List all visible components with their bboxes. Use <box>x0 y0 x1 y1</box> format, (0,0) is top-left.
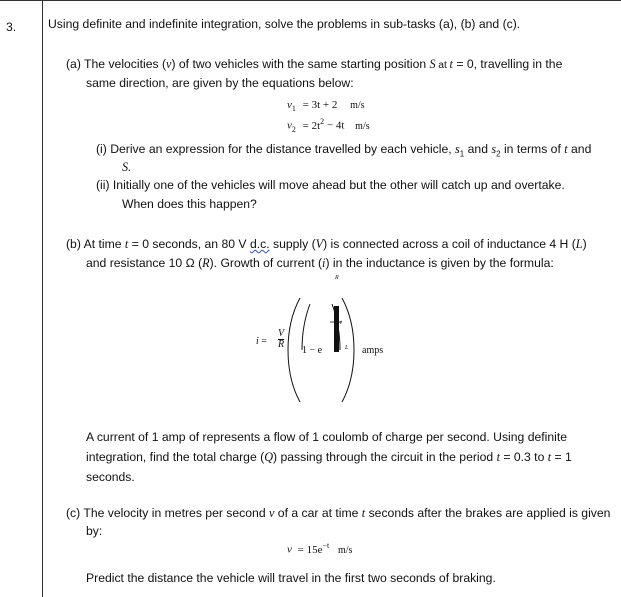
part-c-line2: by: <box>86 524 103 538</box>
formula-fraction: $\frac{V}{R}$ <box>278 328 285 350</box>
formula-exp-R: R <box>335 275 339 281</box>
intro-text: Using definite and indefinite integration, solve the problems in sub-tasks (a), (b) and (c). <box>48 17 521 31</box>
part-b-para-line1: A current of 1 amp of represents a flow of 1 coulomb of charge per second. Using definite <box>86 430 567 444</box>
equation-v1: $v_1 = 3t + 2$ m/s <box>287 99 365 114</box>
formula-one-minus-e: 1 − e <box>302 345 323 356</box>
part-b-para-line3: seconds. <box>86 470 135 484</box>
top-border <box>0 0 621 1</box>
question-number: 3. <box>6 20 17 34</box>
part-c-line1: (c) The velocity in metres per second v of a car at time t seconds after the brakes are applied is given <box>66 506 611 520</box>
equation-v-braking: $v = 15e^{-t}$ m/s <box>287 541 353 556</box>
part-a-line1: (a) The velocities (v) of two vehicles with the same starting position S at t = 0, travelling in the <box>66 57 563 71</box>
part-a-line2: same direction, are given by the equations below: <box>86 76 354 90</box>
formula-units: amps <box>362 345 384 356</box>
formula-exp-L: L <box>345 345 349 351</box>
inner-left-paren <box>302 304 310 350</box>
part-a-sub-i-line1: (i) Derive an expression for the distance travelled by each vehicle, $s_1$ and $s_2$ in terms of t and <box>96 142 592 159</box>
formula-exp-t: t <box>340 320 342 326</box>
part-a-sub-i-line2: S. <box>122 160 132 174</box>
equation-v2: $v_2 = 2t^2 - 4t$ m/s <box>287 117 370 134</box>
part-b-line1: (b) At time t = 0 seconds, an 80 V d.c. supply (V) is connected across a coil of inductance 4 H (L) <box>66 237 587 251</box>
part-c-final: Predict the distance the vehicle will travel in the first two seconds of braking. <box>86 571 496 585</box>
part-b-line2: and resistance 10 Ω (R). Growth of current (i) in the inductance is given by the formula: <box>86 256 554 270</box>
left-paren <box>288 298 300 402</box>
formula-lhs: i = <box>256 336 267 347</box>
part-a-sub-ii-line1: (ii) Initially one of the vehicles will move ahead but the other will catch up and overtake. <box>96 178 565 192</box>
question-column-divider <box>42 0 43 597</box>
exponent-fraction-bar <box>334 306 339 352</box>
part-a-sub-ii-line2: When does this happen? <box>122 197 257 211</box>
part-b-para-line2: integration, find the total charge (Q) passing through the circuit in the period t = 0.3 to t = 1 <box>86 450 572 464</box>
